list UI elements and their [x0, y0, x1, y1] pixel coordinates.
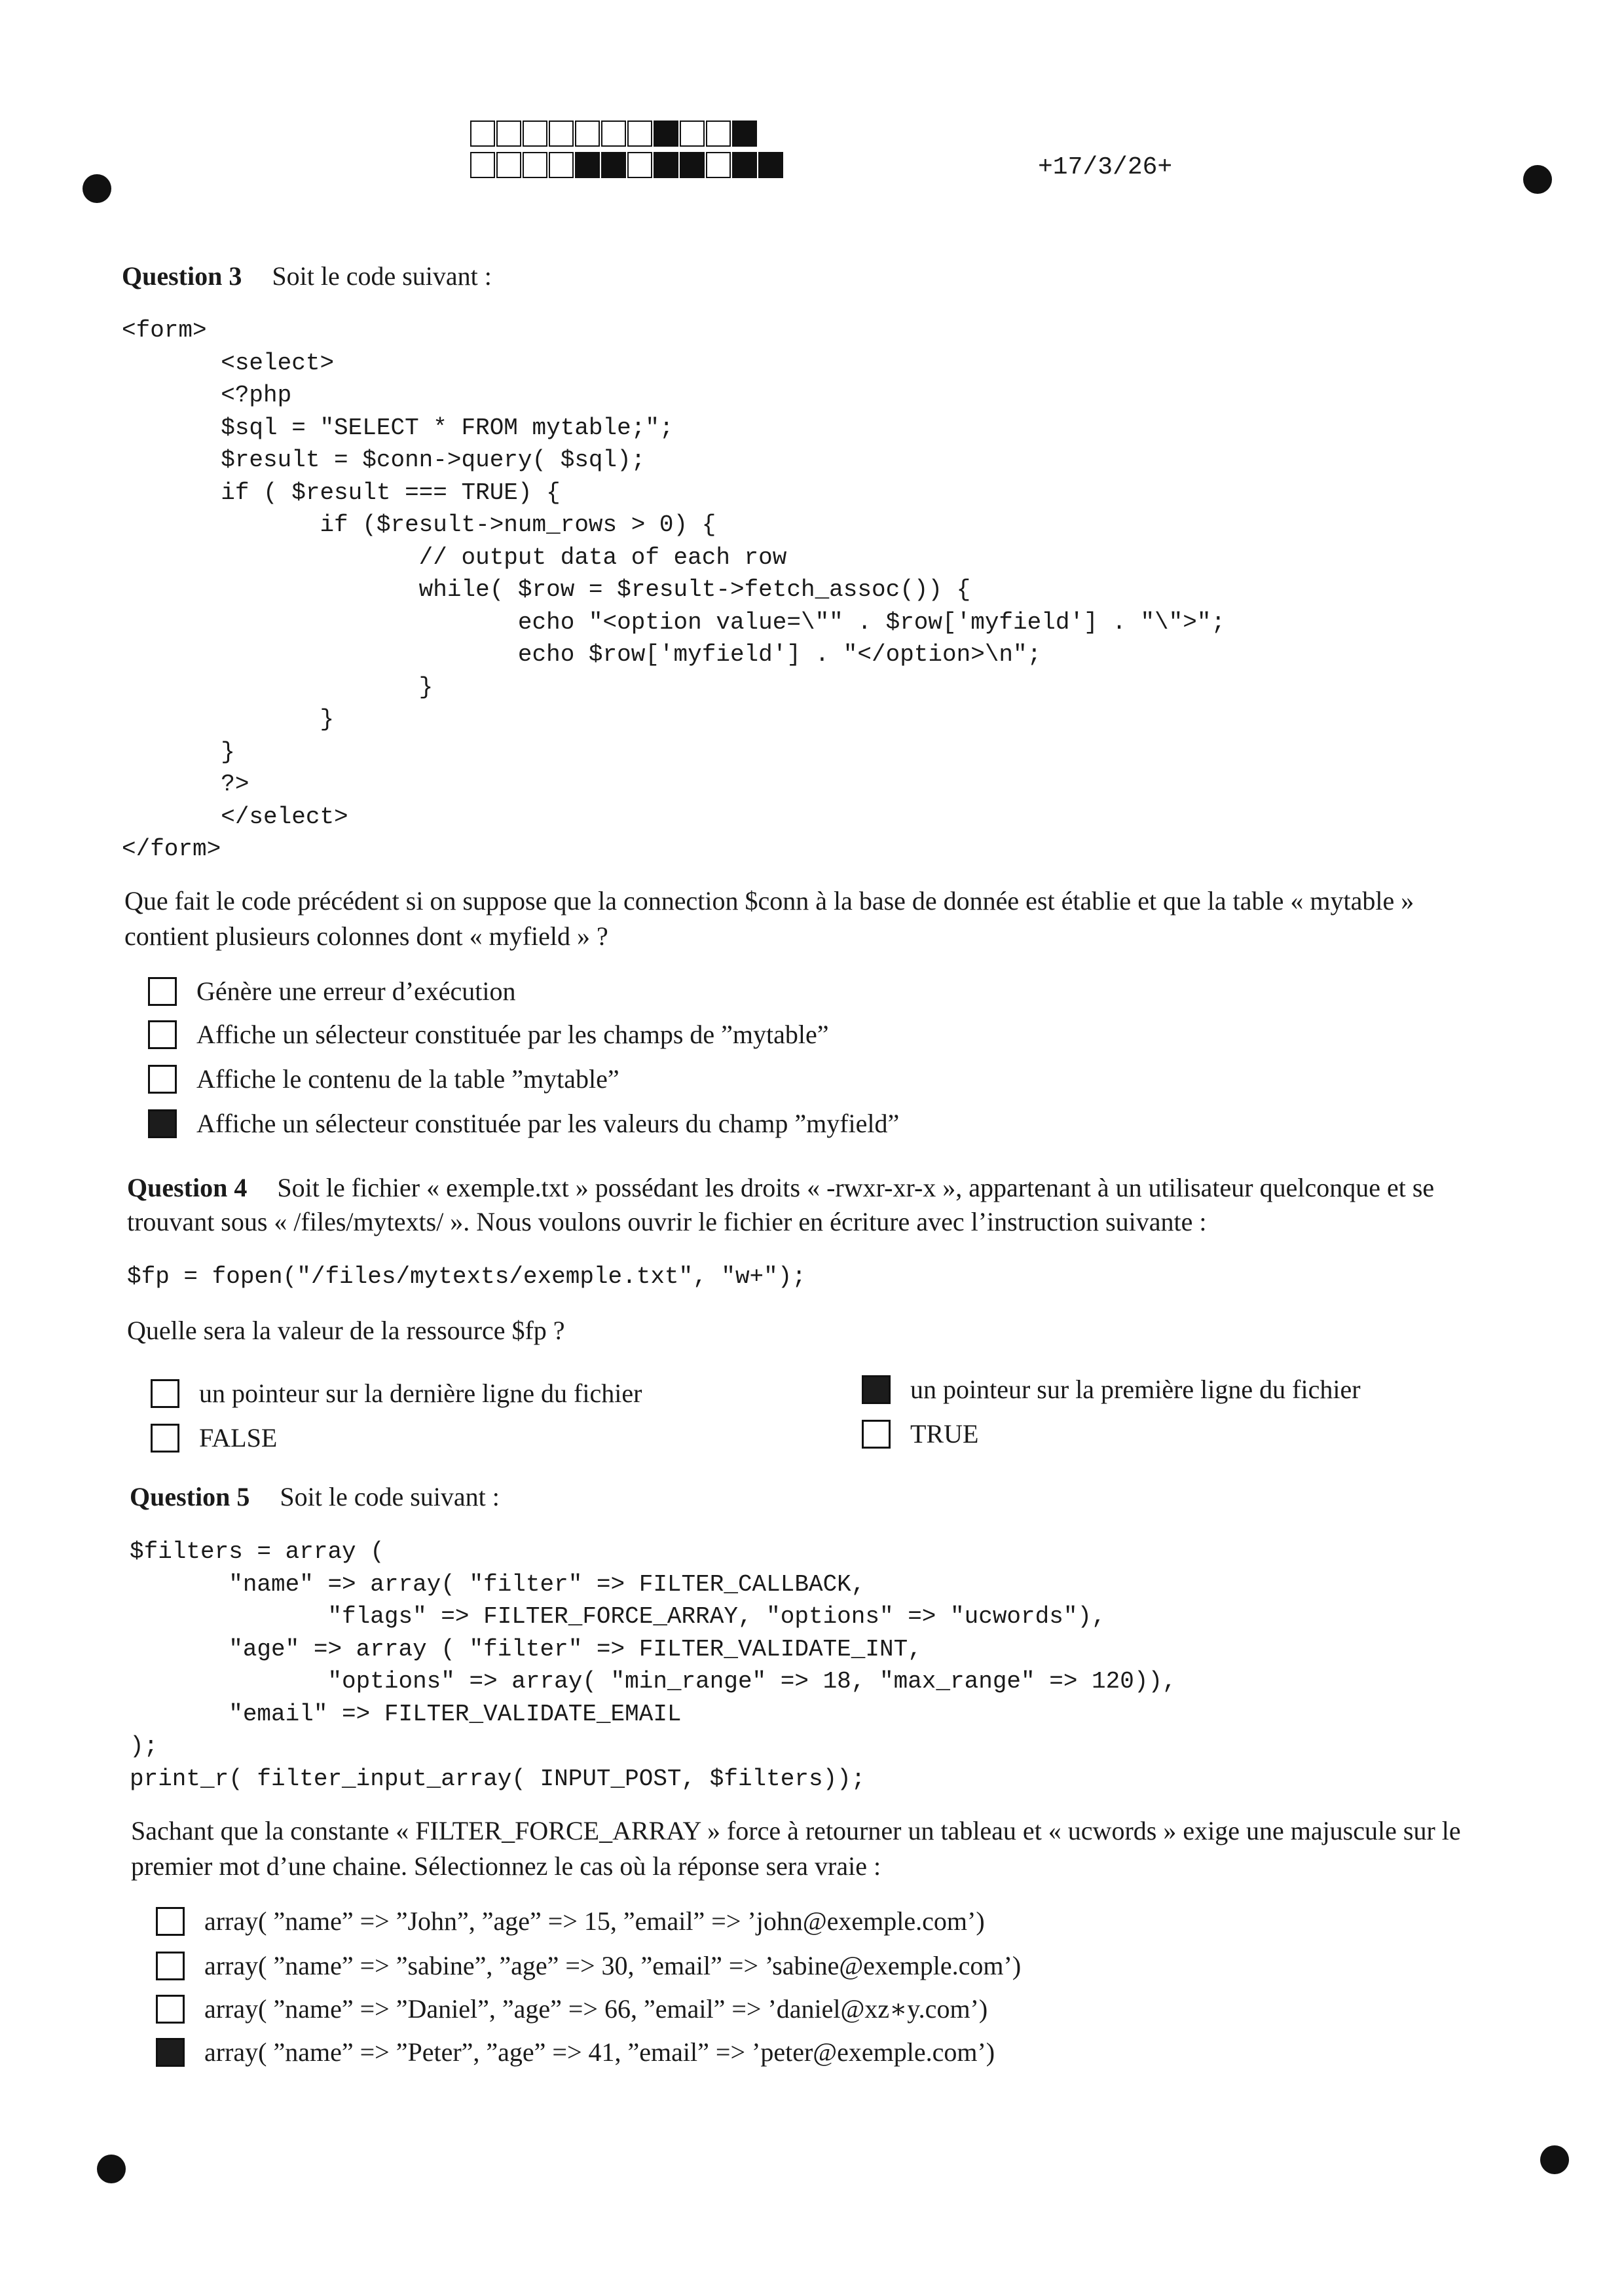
q5-option-2[interactable] — [156, 1950, 1021, 1981]
q3-option-3-checkbox[interactable] — [148, 1065, 177, 1094]
barcode-bottom-cell — [549, 152, 574, 178]
barcode-top-cell — [601, 120, 626, 147]
barcode-top-cell — [549, 120, 574, 147]
barcode-bottom-cell — [627, 152, 652, 178]
corner-dot-bottom-left — [97, 2155, 126, 2183]
corner-dot-top-left — [83, 174, 111, 203]
barcode-bottom-cell — [706, 152, 731, 178]
q4-option-4[interactable] — [862, 1418, 978, 1449]
q5-option-3[interactable] — [156, 1993, 987, 2024]
barcode-bottom-cell — [680, 152, 705, 178]
q5-option-1-label: array( ”name” => ”John”, ”age” => 15, ”email” => ’john@exemple.com’) — [204, 1906, 985, 1936]
barcode-bottom-cell — [758, 152, 783, 178]
question-5-text-line2: premier mot d’une chaine. Sélectionnez le cas où la réponse sera vraie : — [131, 1851, 881, 1881]
corner-dot-top-right — [1523, 165, 1552, 194]
q3-option-1[interactable] — [148, 976, 516, 1007]
barcode-top-cell — [627, 120, 652, 147]
q4-option-1[interactable] — [151, 1378, 642, 1409]
question-3-code: <form> <select> <?php $sql = "SELECT * FROM mytable;"; $result = $conn->query( $sql); if ( $result === TRUE) { if ($result->num_rows > 0) { // output data of each row while( $row = $result->fetch_assoc()) { echo "<option value=\"" . $row['myfield'] . "\">"; echo $row['myfield'] . "</option>\n"; } } } ?> </select> </form> — [122, 317, 1226, 862]
q4-option-3-label: FALSE — [199, 1423, 278, 1453]
barcode-top — [470, 120, 758, 147]
q4-option-2-checkbox[interactable] — [862, 1375, 891, 1404]
q4-option-4-checkbox[interactable] — [862, 1420, 891, 1449]
barcode-top-cell — [496, 120, 521, 147]
barcode-bottom-cell — [470, 152, 495, 178]
question-3-text-line2: contient plusieurs colonnes dont « myfield » ? — [124, 921, 608, 951]
q5-option-4-checkbox[interactable] — [156, 2038, 185, 2067]
barcode-top-cell — [470, 120, 495, 147]
q4-option-1-label: un pointeur sur la dernière ligne du fichier — [199, 1379, 642, 1408]
question-4-heading — [127, 1171, 1434, 1205]
q3-option-2-checkbox[interactable] — [148, 1020, 177, 1049]
barcode-bottom — [470, 152, 784, 178]
q4-option-2-label: un pointeur sur la première ligne du fichier — [910, 1375, 1361, 1404]
page-code: +17/3/26+ — [1038, 153, 1173, 181]
q3-option-1-checkbox[interactable] — [148, 977, 177, 1006]
q3-option-4[interactable] — [148, 1108, 899, 1139]
q5-option-3-checkbox[interactable] — [156, 1995, 185, 2024]
q4-option-1-checkbox[interactable] — [151, 1379, 179, 1408]
barcode-top-cell — [523, 120, 547, 147]
q5-option-2-label: array( ”name” => ”sabine”, ”age” => 30, ”email” => ’sabine@exemple.com’) — [204, 1951, 1022, 1980]
q3-option-2-label: Affiche un sélecteur constituée par les champs de ”mytable” — [196, 1020, 829, 1049]
barcode-top-cell — [654, 120, 678, 147]
barcode-bottom-cell — [601, 152, 626, 178]
barcode-top-cell — [575, 120, 600, 147]
question-5-intro: Soit le code suivant : — [280, 1482, 500, 1511]
corner-dot-bottom-right — [1540, 2145, 1569, 2174]
q3-option-1-label: Génère une erreur d’exécution — [196, 976, 516, 1006]
question-3-label: Question 3 — [122, 261, 242, 291]
q3-option-3[interactable] — [148, 1064, 619, 1094]
q5-option-3-label: array( ”name” => ”Daniel”, ”age” => 66, ”email” => ’daniel@xz∗y.com’) — [204, 1994, 988, 2024]
q3-option-4-label: Affiche un sélecteur constituée par les valeurs du champ ”myfield” — [196, 1109, 900, 1138]
question-4-intro-line2: trouvant sous « /files/mytexts/ ». Nous voulons ouvrir le fichier en écriture avec l’instruction suivante : — [127, 1207, 1207, 1236]
question-4-intro-line1: Soit le fichier « exemple.txt » possédant les droits « -rwxr-xr-x », appartenant à un utilisateur quelconque et se — [277, 1173, 1435, 1202]
q3-option-4-checkbox[interactable] — [148, 1109, 177, 1138]
q4-option-4-label: TRUE — [910, 1419, 979, 1449]
q5-option-1[interactable] — [156, 1906, 985, 1936]
q5-option-4-label: array( ”name” => ”Peter”, ”age” => 41, ”email” => ’peter@exemple.com’) — [204, 2037, 995, 2067]
q5-option-4[interactable] — [156, 2037, 995, 2067]
q5-option-2-checkbox[interactable] — [156, 1952, 185, 1980]
question-4-question: Quelle sera la valeur de la ressource $fp ? — [127, 1316, 565, 1345]
barcode-top-cell — [732, 120, 757, 147]
q4-option-3[interactable] — [151, 1422, 277, 1453]
question-3-text-line1: Que fait le code précédent si on suppose que la connection $conn à la base de donnée est établie et que la table « mytable » — [124, 886, 1414, 916]
barcode-top-cell — [706, 120, 731, 147]
q3-option-2[interactable] — [148, 1019, 829, 1050]
question-5-code: $filters = array ( "name" => array( "filter" => FILTER_CALLBACK, "flags" => FILTER_FORCE_ARRAY, "options" => "ucwords"), "age" => array ( "filter" => FILTER_VALIDATE_INT, "options" => array( "min_range" => 18, "max_range" => 120)), "email" => FILTER_VALIDATE_EMAIL ); print_r( filter_input_array( INPUT_POST, $filters)); — [130, 1538, 1177, 1792]
q4-option-2[interactable] — [862, 1374, 1361, 1405]
barcode-bottom-cell — [523, 152, 547, 178]
q3-option-3-label: Affiche le contenu de la table ”mytable” — [196, 1064, 619, 1094]
question-5-text-line1: Sachant que la constante « FILTER_FORCE_ARRAY » force à retourner un tableau et « ucwords » exige une majuscule sur le — [131, 1816, 1461, 1845]
question-5-heading — [130, 1480, 500, 1514]
question-4-label: Question 4 — [127, 1173, 248, 1202]
question-3-heading — [122, 259, 492, 293]
q5-option-1-checkbox[interactable] — [156, 1907, 185, 1936]
barcode-bottom-cell — [654, 152, 678, 178]
question-5-label: Question 5 — [130, 1482, 250, 1511]
question-3-intro: Soit le code suivant : — [272, 261, 492, 291]
barcode-bottom-cell — [575, 152, 600, 178]
barcode-bottom-cell — [496, 152, 521, 178]
barcode-bottom-cell — [732, 152, 757, 178]
question-4-code: $fp = fopen("/files/mytexts/exemple.txt", "w+"); — [127, 1263, 806, 1290]
q4-option-3-checkbox[interactable] — [151, 1424, 179, 1453]
barcode-top-cell — [680, 120, 705, 147]
